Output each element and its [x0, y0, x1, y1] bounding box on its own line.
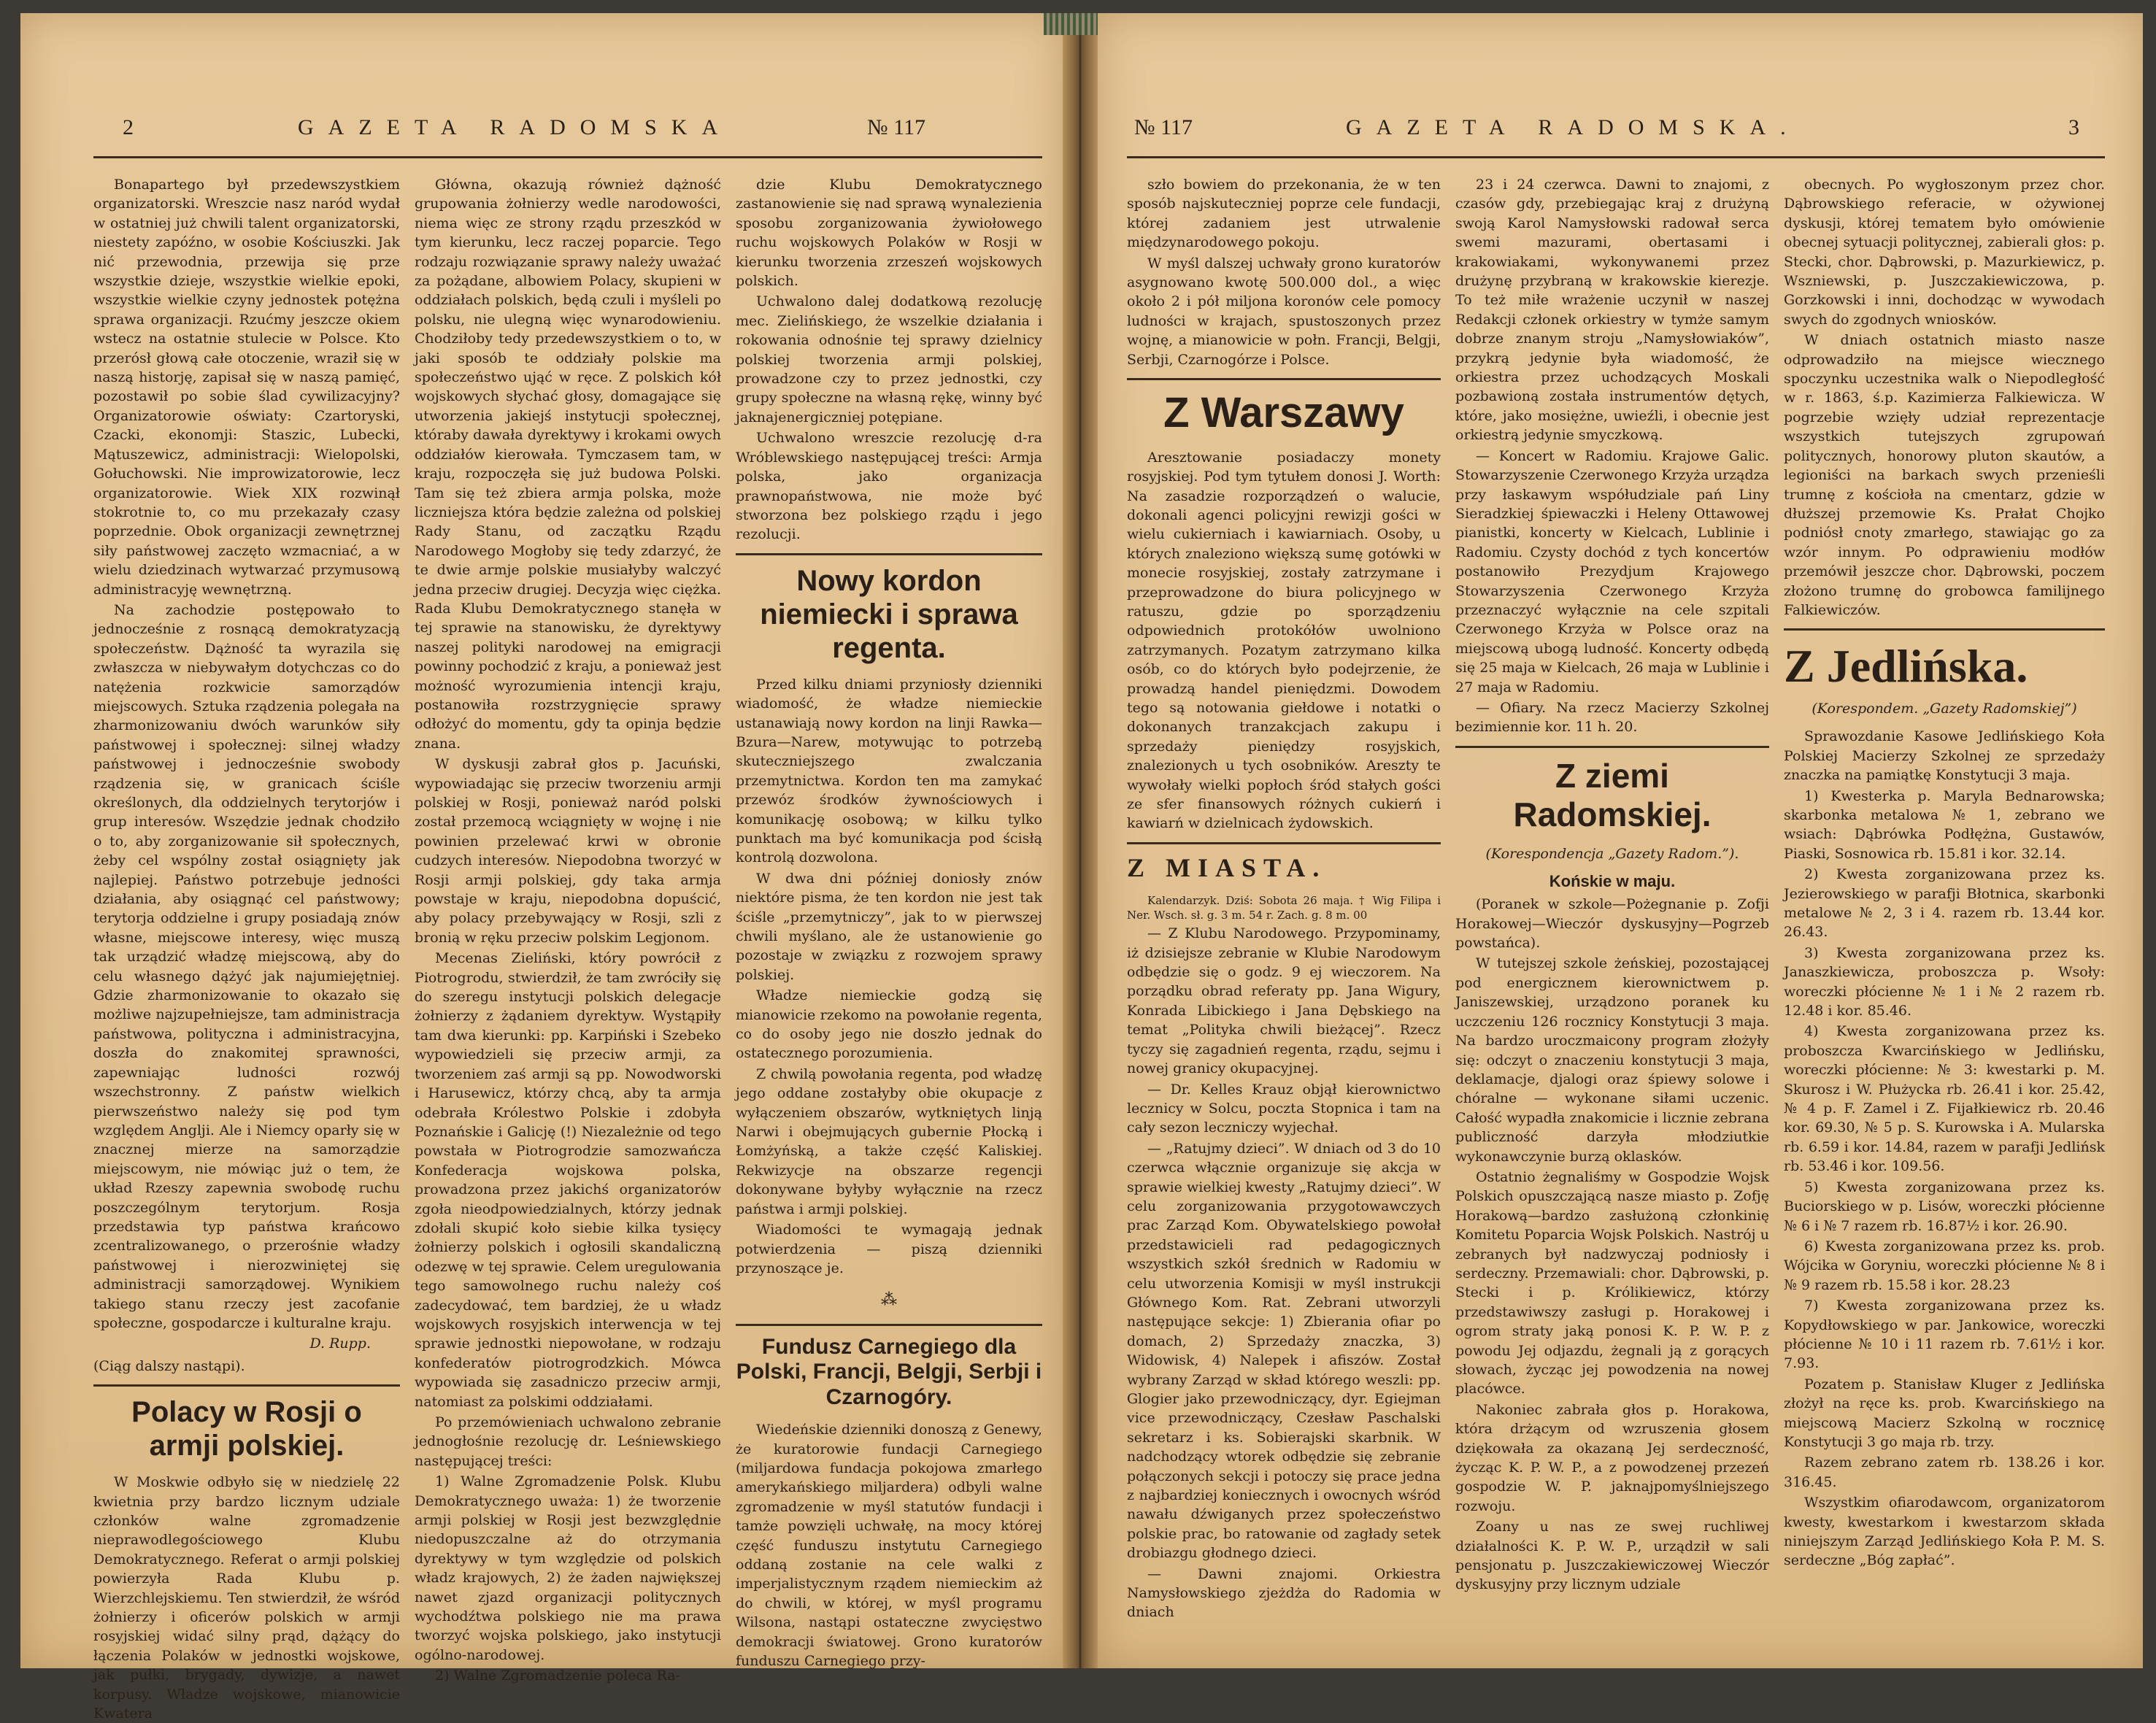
headline-fundusz-carnegiego: Fundusz Carnegiego dla Polski, Francji, Belgji, Serbji i Czarnogóry.	[736, 1334, 1042, 1409]
paragraph: Ostatnio żegnaliśmy w Gospodzie Wojsk Polskich opuszczającą nasze miasto p. Zofję Horakową—bardzo zasłużoną członkinię Komitetu Poparcia Wojsk Polskich. Nastrój u zebranych był nadzwyczaj podniosły i serdeczny. Przemawiali: chor. Dąbrowski, p. Stecki i p. Królikiewicz, którzy przedstawiwszy zasługi p. Horakowej i ogrom straty jaką ponosi K. P. W. P. z powodu Jej odjazdu, żegnali ją z gorących słowach, życząc jej powodzenia na nowej placówce.	[1455, 1168, 1769, 1398]
paragraph: Uchwalono dalej dodatkową rezolucję mec. Zielińskiego, że wszelkie działania i rokowania odnośnie tej sprawy dzielnicy polskiej tworzenia armji polskiej, prowadzone czy to przez jednostki, czy grupy społeczne na własną rękę, winny być jaknajenergiczniej potępiane.	[736, 293, 1042, 425]
paragraph: Przed kilku dniami przyniosły dzienniki wiadomość, że władze niemieckie ustanawiają nowy kordon na linji Rawka—Bzura—Narew, motywując to potrzebą skuteczniejszego zwalczania przemytnictwa. Kordon ten ma zamykać przewóz środków żywnościowych i komunikację osobową; w kilku tylko punktach ma być komunikacja pod ścisłą kontrolą dozwolona.	[736, 676, 1042, 866]
paragraph: Główna, okazują również dążność grupowania żołnierzy wedle narodowości, niema więc ze strony rządu przeszkód w tym kierunku, lecz raczej poparcie. Tego rodzaju rozwiązanie sprawy należy uważać za pożądane, albowiem Polacy, skupieni w oddziałach polskich, będą czuli i myśleli po polsku, nie ulegną więc wynarodowieniu. Chodziłoby tedy przedewszystkiem o to, w jaki sposób te oddziały polskie ma społeczeństwo ująć w ręce. Z polskich kół wojskowych słychać głosy, domagające się utworzenia jakiejś instytucji społecznej, któraby dawała dyrektywy i krokami owych oddziałów kierowała. Tymczasem tam, w kraju, rozpoczęła się już budowa Polski. Tam się też zbiera armja polska, może liczniejsza która będzie zależna od polskiej Rady Stanu, od zaczątku Rządu Narodowego Mogłoby się tedy zdarzyć, że te dwie armje polskie musiałyby walczyć jedna przeciw drugiej. Decyzja więc ciężka. Rada Klubu Demokratycznego stanęła w tej sprawie na stanowisku, że dyrektywy naszej polityki narodowej na emigracji powinny pochodzić z kraju, a ponieważ jest możność wyrozumienia intencji kraju, postanowiła rozstrzygnięcie sprawy odłożyć do momentu, gdy ta opinja będzie znana.	[415, 177, 721, 752]
paragraph: — Dawni znajomi. Orkiestra Namysłowskiego zjeżdża do Radomia w dniach	[1127, 1565, 1441, 1621]
paragraph: obecnych. Po wygłoszonym przez chor. Dąbrowskiego referacie, w ożywionej dyskusji, której tematem było omówienie obecnej sytuacji politycznej, zabierali głos: p. Stecki, chor. Dąbrowski, p. Mazurkiewicz, p. Wszniewski, p. Juszczakiewiczowa, p. Gorzkowski i inni, dochodząc w wywodach swych do zgodnych wniosków.	[1784, 177, 2105, 328]
subhead-konskie: Końskie w maju.	[1549, 871, 1676, 890]
left-page	[20, 13, 1063, 1722]
headline-z-jedlinska: Z Jedlińska.	[1784, 640, 2028, 693]
continuation-note: (Ciąg dalszy nastąpi).	[93, 1357, 245, 1374]
paragraph: Bonapartego był przedewszystkiem organizatorski. Wreszcie nasz naród wydał w ostatniej już chwili talent organizatorski, niestety zapóźno, w osobie Kościuszki. Jak nić przewodnia, przewija się prze wszystkie dzieje, wszystkie wielkie epoki, wszystkie wielkie czyny jednostek potężna sprawa organizacji. Rzućmy jeszcze okiem wstecz na ostatnie stulecie w Polsce. Kto przerósł głową całe otoczenie, wraził się w naszą historję, zapisał się w naszą pamięć, pozostawił po sobie ślad cywilizacyjny? Organizatorowie oświaty: Czartoryski, Czacki, ekonomji: Staszic, Lubecki, Mątuszewicz, administracji: Wielopolski, Gołuchowski. Nie improwizatorowie, lecz organizatorowie. Wiek XIX rozwinął stokrotnie to, co mu przekazały czasy poprzednie. Obok organizacji zewnętrznej siły państwowej zaczęto wzmacniać, a w wielu dziedzinach wytwarzać przymusową administracyję wewnętrzną.	[93, 177, 400, 598]
paragraph: — „Ratujmy dzieci”. W dniach od 3 do 10 czerwca włącznie organizuje się akcja w sprawie wielkiej kwesty „Ratujmy dzieci”. W celu zorganizowania przygotowawczych prac Zarząd Kom. Obywatelskiego powołał przedstawicieli rad pedagogicznych wszystkich szkół średnich w Radomiu w celu utworzenia Komisji w myśl instrukcji Głównego Kom. Rat. Zebrani utworzyli następujące sekcje: 1) Zbierania ofiar po domach, 2) Sprzedaży znaczka, 3) Widowisk, 4) Nalepek i afiszów. Został wybrany Zarząd w skład którego weszli: pp. Glogier jako przewodniczący, dyr. Egiejman vice przewodniczący, Czesław Paschalski sekretarz i ks. Sobierajski skarbnik. W nadchodzący wtorek odbędzie się zebranie połączonych sekcji i potoczy się prace jedna z najbardziej koniecznych i owocnych wśród nawału dźwiganych przez społeczeństwo polskie prac, bo ratowanie od zagłady setek drobiazgu głodnego dzieci.	[1127, 1140, 1441, 1562]
left-col-2	[415, 175, 721, 1684]
headline-z-warszawy: Z Warszawy	[1163, 389, 1404, 437]
signature: D. Rupp.	[309, 1335, 371, 1352]
ornament-divider: ⁂	[881, 1291, 897, 1310]
paragraph: Nakoniec zabrała głos p. Horakowa, która drżącym od wzruszenia głosem dziękowała za okazaną Jej serdeczność, życząc K. P. W. P., a z powodzenej przezeń gospodzie W. P. jaknajpomyślniejszego rozwoju.	[1455, 1401, 1769, 1514]
paragraph: W dwa dni później doniosły znów niektóre pisma, że ten kordon nie jest tak ściśle „przemytniczy”, jak to w pierwszej chwili myślano, ale że ustanowienie go pozostaje w związku z rozwojem sprawy polskiej.	[736, 870, 1042, 983]
paragraph: 1) Walne Zgromadzenie Polsk. Klubu Demokratycznego uważa: 1) że tworzenie armji polskiej w Rosji jest bezwzględnie niedopuszczalne aż do otrzymania dyrektywy w tym względzie od polskich władz krajowych, 2) że żaden największej nawet zjazd organizacji politycznych wychodźtwa polskiego nie ma prawa tworzyć wojska polskiego, jako instytucji ogólno-narodowej.	[415, 1473, 721, 1663]
paragraph: 1) Kwesterka p. Maryla Bednarowska; skarbonka metalowa № 1, zebrano we wsiach: Dąbrówka Podłężna, Gustawów, Piaski, Sosnowica rb. 15.81 i kor. 32.14.	[1784, 787, 2105, 862]
paragraph: Aresztowanie posiadaczy monety rosyjskiej. Pod tym tytułem donosi J. Worth: Na zasadzie rozporządzeń o walucie, dokonali agenci policyjni rewizji gości w wielu cukierniach i kawiarniach. Osoby, u których znaleziono większą sumę gotówki w monecie rosyjskiej, zostały zatrzymane i przeprowadzone do biura policyjnego w ratuszu, gdzie po sporządzeniu odpowiednich protokółów uwolniono zatrzymanych. Pozatym zatrzymano kilka osób, co do których było podejrzenie, że prowadzą handel pieniędzmi. Dowodem tego są notowania giełdowe i notatki o dokonanych tranzakcjach zakupu i sprzedaży pieniędzy rosyjskich, znalezionych u tych osobników. Areszty te wywołały wielki popłoch śród stałych gości ze sfer finansowych różnych cukierń i kawiarń w dzielnicach żydowskich.	[1127, 449, 1441, 832]
right-issue-number: № 117	[1134, 115, 1193, 139]
divider	[1127, 378, 1441, 380]
left-col-1	[93, 175, 400, 1722]
paragraph: W myśl dalszej uchwały grono kuratorów asygnowano kwotę 500.000 dol., a więc około 2 i pół miljona koronów cele pomocy ludności w krajach, spustoszonych przez wojnę, a mianowicie w połn. Francji, Belgji, Serbji, Czarnogórze i Polsce.	[1127, 255, 1441, 368]
paragraph: — Dr. Kelles Krauz objął kierownictwo lecznicy w Solcu, poczta Stopnica i tam na cały sezon leczniczy wyjechał.	[1127, 1081, 1441, 1136]
newspaper-spread	[20, 13, 2143, 1722]
divider	[1127, 842, 1441, 844]
right-header-rule	[1127, 156, 2105, 158]
paragraph: 23 i 24 czerwca. Dawni to znajomi, z czasów gdy, przebiegając kraj z drużyną swoją Karol Namysłowski radował serca swemi mazurami, obertasami i krakowiakami, wykonywanemi przez drużynę przybraną w krakowskie kierezje. To też miłe wrażenie uczynił w naszej Redakcji członek orkiestry w tymże samym dobrze znanym stroju „Namysłowiaków”, przykrą jedynie była wiadomość, że orkiestra przez uchodzących Moskali pozbawioną została instrumentów dętych, które, jako mosiężne, uwieźli, i obecnie jest orkiestrą jedynie smyczkową.	[1455, 177, 1769, 444]
headline-polacy-w-rosji: Polacy w Rosji o armji polskiej.	[131, 1396, 362, 1462]
paragraph: Pozatem p. Stanisław Kluger z Jedlińska złożył na ręce ks. prob. Kwarcińskiego na miejscową Macierz Szkolną w rocznicę Konstytucji 3 go maja rb. trzy.	[1784, 1376, 2105, 1450]
right-col-1	[1127, 175, 1441, 1657]
paragraph: Po przemówieniach uchwalono zebranie jednogłośnie rezolucję dr. Leśniewskiego następującej treści:	[415, 1414, 721, 1469]
paragraph: W tutejszej szkole żeńskiej, pozostającej pod energicznem kierownictwem p. Janiszewskiej, urządzono poranek ku uczczeniu 126 rocznicy Konstytucji 3 maja. Na bardzo uroczmaicony program złożyły się: odczyt o znaczeniu konstytucji 3 maja, deklamacje, djalogi oraz śpiewy solowe i chóralne — wykonane siłami uczenic. Całość wypadła znakomicie i licznie zebrana publiczność darzyła młodziutkie wykonawczynie burzą oklasków.	[1455, 955, 1769, 1165]
divider	[736, 553, 1042, 555]
paragraph: Z chwilą powołania regenta, pod władzę jego oddane zostałyby obie okupacje z wyłączeniem obszarów, wytkniętych linją Narwi i obejmujących gubernie Płocką i Łomżyńską, a także część Kaliskiej. Rekwizycje na obszarze regencji dokonywane byłyby wyłącznie na rzecz państwa i armji polskiej.	[736, 1065, 1042, 1217]
paragraph: Mecenas Zieliński, który powrócił z Piotrogrodu, stwierdził, że tam zwróciły się do szeregu instytucji polskich delegacje żołnierzy z żądaniem dyrektyw. Wystąpiły tam dwa kierunki: pp. Karpiński i Szebeko wypowiedzieli się przeciw armji, za tworzeniem zaś armji są pp. Nowodworski i Harusewicz, którzy chcą, aby ta armja odebrała Królestwo Polskie i zdobyła Poznańskie i Galicję (!) Niezależnie od tego powstała w Piotrogrodzie samozwańcza Konfederacja wojskowa polska, prowadzona przez jakichś organizatorów zgoła nieodpowiedzialnych, którzy jednak zdołali skupić koło siebie kilka tysięcy żołnierzy polskich i ogłosili skandaliczną odezwę w tej sprawie. Celem uregulowania tego samowolnego ruchu należy coś zadecydować, tem bardziej, że u władz wojskowych rosyjskich interwencja w tej sprawie jednostki niepowołane, w rodzaju konfederatów piotrogrodzkich. Mówca wypowiada się zasadniczo przeciw armji, natomiast za polskimi oddziałami.	[415, 950, 721, 1410]
paragraph: W dniach ostatnich miasto nasze odprowadziło na miejsce wiecznego spoczynku uczestnika walk o Niepodległość w r. 1863, ś.p. Kazimierza Falkiewicza. W pogrzebie wzięły udział reprezentacje wszystkich tutejszych zgrupowań politycznych, honorowy pluton skautów, a legioniści na barkach swych przenieśli trumnę z kościoła na cmentarz, gdzie w dłuższej przemowie Ks. Prałat Chojko podniósł cnoty zmarłego, stawiając go za wzór innym. Po odprawieniu modłów przemówił jeszcze chor. Dąbrowski, poczem złożono trumnę do grobowca familijnego Falkiewiczów.	[1784, 332, 2105, 618]
divider	[1455, 746, 1769, 748]
paragraph: Na zachodzie postępowało to jednocześnie z rosnącą demokratyzacją społeczeństw. Dążność ta wyrazila się zwłaszcza w niebywałym dotychczas co do natężenia rozkwicie samorządów miejscowych. Sztuka rządzenia polegała na zharmonizowaniu dwóch warunków siły państwowej i społecznej: silnej władzy państwowej i jednocześnie swobody rządzenia się, w granicach ściśle określonych, dla oddzielnych terytorjów i grup interesów. Wszędzie jednak chodziło o to, aby zorganizowanie sił społecznych, żeby cel wspólny został osiągnięty jak najlepiej. Państwo potrzebuje jedności działania, aby osiągnąć cel państwowy; terytorja oddzielne i grupy posiadają znów własne, miejscowe interesy, więc muszą tak urządzić władzę miejscową, aby do celu własnego dążyć jak najumiejętniej. Gdzie zharmonizowanie to okazało się możliwe najzupełniejsze, tam administracja państwowa, polityczna i administracyjna, doszła do znakomitej sprawności, zapewniając ludności rozwój wszechstronny. Z państw wielkich pierwszeństwo należy się pod tym względem Anglji. Ale i Niemcy oparły się w znacznej mierze na samorządzie miejscowym, nie mówiąc już o tem, że układ Rzeszy zapewnia swobodę ruchu poszczególnym terytorjum. Rosja przedstawia typ państwa krańcowo zcentralizowanego, o przerośnie władzy państwowej i nierozwiniętej się administracji samorządowej. Wynikiem takiego stanu rzeczy jest zacofanie społeczne, gospodarcze i kulturalne kraju.	[93, 601, 400, 1331]
correspondence-note: (Korespondem. „Gazety Radomskiej”)	[1812, 700, 2077, 717]
headline-nowy-kordon: Nowy kordon niemiecki i sprawa regenta.	[760, 564, 1018, 664]
paragraph: Sprawozdanie Kasowe Jedlińskiego Koła Polskiej Macierzy Szkolnej ze sprzedaży znaczka na pamiątkę Konstytucji 3 maja.	[1784, 728, 2105, 784]
correspondence-note: (Korespondencja „Gazety Radom.”).	[1485, 845, 1739, 862]
headline-z-miasta: Z MIASTA.	[1127, 852, 1327, 882]
paragraph: W dyskusji zabrał głos p. Jacuński, wypowiadając się przeciw tworzeniu armji polskiej w Rosji, ponieważ naród polski został przemocą wciągnięty w wojnę i nie powinien przelewać krwi w obronie cudzych interesów. Niepodobna tworzyć w Rosji armji polskiej, gdy taka armja powstaje w kraju, niepodobna dopuścić, aby polacy przebywający w Rosji, szli z bronią w ręku przeciw polskim Legjonom.	[415, 756, 721, 946]
left-issue-number: № 117	[867, 115, 926, 139]
paragraph: szło bowiem do przekonania, że w ten sposób najskuteczniej poprze cele fundacji, której zadaniem jest utrwalenie międzynarodowego pokoju.	[1127, 177, 1441, 251]
paragraph: Władze niemieckie godzą się mianowicie rzekomo na powołanie regenta, co do osoby jego nie doszło jednak do ostatecznego porozumienia.	[736, 987, 1042, 1062]
paragraph: Wszystkim ofiarodawcom, organizatorom kwesty, kwestarkom i kwestarzom składa niniejszym Zarząd Jedlińskiego Koła P. M. S. serdeczne „Bóg zapłać”.	[1784, 1495, 2105, 1569]
left-col-3	[736, 175, 1042, 1670]
right-page	[1098, 13, 2143, 1668]
paragraph: Uchwalono wreszcie rezolucję d-ra Wróblewskiego następującej treści: Armja polska, jako organizacja prawnopaństwowa, nie może być stworzona bez polskiego rządu i jego rezolucji.	[736, 430, 1042, 543]
right-page-number: 3	[2068, 115, 2079, 139]
divider	[1784, 628, 2105, 631]
paragraph: — Koncert w Radomiu. Krajowe Galic. Stowarzyszenie Czerwonego Krzyża urządza przy łaskawym współudziale pań Liny Sieradzkiej śpiewaczki i Heleny Ottawowej pianistki, koncerty w Kielcach, Lublinie i Radomiu. Czysty dochód z tych koncertów postanowiło Prezydjum Krajowego Stowarzyszenia Czerwonego Krzyża przeznaczyć wyłącznie na cele szpitali Czerwonego Krzyża w Polsce oraz na miejscową ubogą ludność. Koncerty odbędą się 25 maja w Kielcach, 26 maja w Lublinie i 27 maja w Radomiu.	[1455, 447, 1769, 695]
left-page-number: 2	[123, 115, 134, 139]
right-masthead: GAZETA RADOMSKA.	[1346, 115, 1801, 139]
paragraph: 3) Kwesta zorganizowana przez ks. Janaszkiewicza, proboszcza p. Wsoły: woreczki płócienne № 1 i № 2 razem rb. 12.48 i kor. 85.46.	[1784, 944, 2105, 1019]
divider	[736, 1324, 1042, 1326]
left-masthead: GAZETA RADOMSKA	[298, 115, 733, 139]
paragraph: — Z Klubu Narodowego. Przypominamy, iż dzisiejsze zebranie w Klubie Narodowym odbędzie się o godz. 9 ej wieczorem. Na porządku obrad referaty pp. Jana Wigury, Konrada Libickiego i Jana Dębskiego na temat „Polityka chwili bieżącej”. Rzecz tyczy się zagadnień regenta, rządu, sejmu i nowej granicy okupacyjnej.	[1127, 925, 1441, 1077]
divider	[93, 1384, 400, 1387]
left-header-rule	[93, 156, 1042, 158]
right-col-3	[1784, 175, 2105, 1657]
paragraph: 2) Walne Zgromadzenie poleca Ra-	[435, 1668, 681, 1684]
right-col-2	[1455, 175, 1769, 1657]
paragraph: 4) Kwesta zorganizowana przez ks. proboszcza Kwarcińskiego w Jedlińsku, woreczki płócienne: № 3: kwestarki p. M. Skurosz i W. Płużycka rb. 26.41 i kor. 25.42, № 4 p. F. Zamel i Z. Fijałkiewicz rb. 20.46 kor. 69.30, № 5 p. S. Kurowska i A. Mularska rb. 6.59 i kor. 14.84, razem w parafji Jedlińsk rb. 53.46 i kor. 109.56.	[1784, 1023, 2105, 1175]
paragraph: Razem zebrano zatem rb. 138.26 i kor. 316.45.	[1784, 1454, 2105, 1490]
paragraph: — Ofiary. Na rzecz Macierzy Szkolnej bezimiennie kor. 11 h. 20.	[1455, 699, 1769, 736]
paragraph: 7) Kwesta zorganizowana przez ks. Kopydłowskiego w par. Jankowice, woreczki płócienne № 10 i 11 razem rb. 7.61½ i kor. 7.93.	[1784, 1298, 2105, 1372]
paragraph: 5) Kwesta zorganizowana przez ks. Buciorskiego w p. Lisów, woreczki płócienne № 6 i № 7 razem rb. 16.87½ i kor. 26.90.	[1784, 1179, 2105, 1234]
paragraph: 2) Kwesta zorganizowana przez ks. Jezierowskiego w parafji Błotnica, skarbonki metalowe № 2, 3 i 4. razem rb. 13.44 kor. 26.43.	[1784, 866, 2105, 941]
paragraph: 6) Kwesta zorganizowana przez ks. prob. Wójcika w Goryniu, woreczki płócienne № 8 i № 9 razem rb. 15.58 i kor. 28.23	[1784, 1238, 2105, 1293]
paragraph: W Moskwie odbyło się w niedzielę 22 kwietnia przy bardzo licznym udziale członków walne zgromadzenie nieprawodlegościowego Klubu Demokratycznego. Referat o armji polskiej powierzyła Rada Klubu p. Wierzchlejskiemu. Ten stwierdził, że wśród żołnierzy i oficerów polskich w armji rosyjskiej widać silny prąd, dążący do łączenia Polaków w jednostki wojskowe, jak pułki, brygady, dywizje, a nawet korpusy. Władze wojskowe, mianowicie Kwatera	[93, 1474, 400, 1722]
calendar-note: Kalendarzyk. Dziś: Sobota 26 maja. † Wig Filipa i Ner. Wsch. sł. g. 3 m. 54 r. Zach. g. 8 m. 00	[1127, 894, 1441, 922]
paragraph: (Poranek w szkole—Pożegnanie p. Zofji Horakowej—Wieczór dyskusyjny—Pogrzeb powstańca).	[1455, 896, 1769, 952]
paragraph: dzie Klubu Demokratycznego zastanowienie się nad sprawą wynalezienia sposobu zorganizowania żywiołowego ruchu wojskowych Polaków w Rosji w kierunku tworzenia zrzeszeń wojskowych polskich.	[736, 177, 1042, 290]
paragraph: Wiadomości te wymagają jednak potwierdzenia — piszą dzienniki przynoszące je.	[736, 1222, 1042, 1276]
paragraph: Zoany u nas ze swej ruchliwej działalności K. P. W. P., urządził w sali pensjonatu p. Juszczakiewiczowej Wieczór dyskusyjny przy licznym udziale	[1455, 1519, 1769, 1593]
paragraph: Wiedeńskie dzienniki donoszą z Genewy, że kuratorowie fundacji Carnegiego (miljardowa fundacja pokojowa zmarłego amerykańskiego miljardera) odbyli walne zgromadzenie w myśl statutów fundacji i tamże powzięli uchwałę, na mocy której część funduszu instytutu Carnegiego oddaną zostanie na cele walki z imperjalistycznym rządem niemieckim aż do chwili, w której, w myśl programu Wilsona, nastąpi ostateczne zwycięstwo demokracji światowej. Grono kuratorów funduszu Carnegiego przy-	[736, 1422, 1042, 1670]
book-gutter	[1063, 13, 1098, 1668]
headline-z-ziemi-radomskiej: Z ziemi Radomskiej.	[1513, 756, 1712, 833]
